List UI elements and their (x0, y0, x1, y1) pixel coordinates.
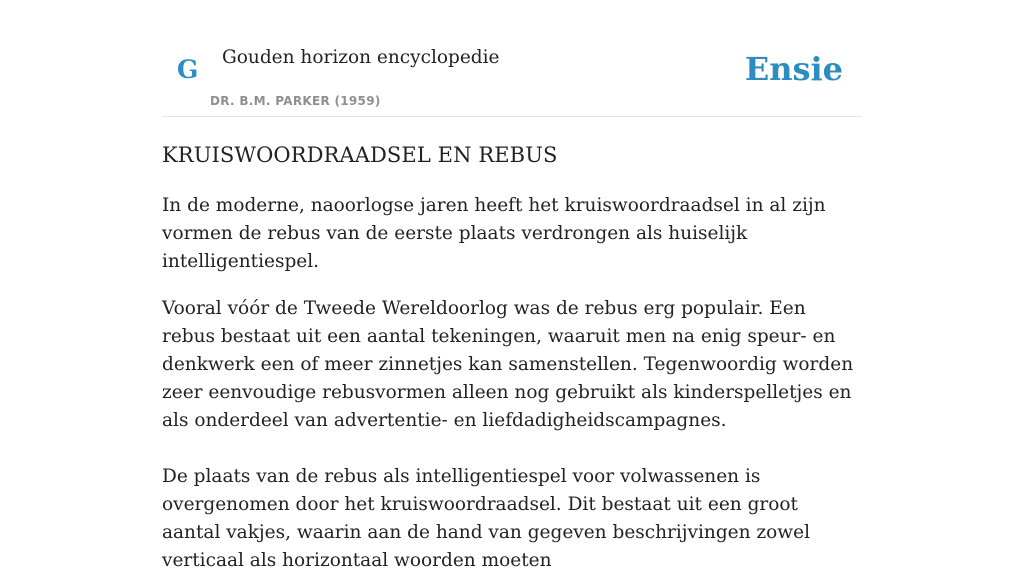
entry-content (162, 140, 862, 575)
book-author: DR. B.M. PARKER (1959) (210, 94, 381, 108)
entry-paragraph: De plaats van de rebus als intelligentiespel voor volwassenen is overgenomen door het kruiswoordraadsel. Dit bestaat uit een groot aantal vakjes, waarin aan de hand van gegeven beschrijvingen zowel verticaal als horizontaal woorden moeten (162, 466, 810, 571)
entry-paragraph: Vooral vóór de Tweede Wereldoorlog was de rebus erg populair. Een rebus bestaat uit een aantal tekeningen, waaruit men na enig speur- en denkwerk een of meer zinnetjes kan samenstellen. Tegenwoordig worden zeer eenvoudige rebusvormen alleen nog gebruikt als kinderspelletjes en als onderdeel van advertentie- en liefdadigheidscampagnes. (162, 298, 854, 431)
entry-paragraph: In de moderne, naoorlogse jaren heeft het kruiswoordraadsel in al zijn vormen de rebus van de eerste plaats verdrongen als huiselijk intelligentiespel. (162, 195, 826, 272)
book-title-link[interactable]: Gouden horizon encyclopedie (222, 47, 500, 68)
book-logo-icon[interactable]: G (177, 55, 199, 84)
book-header (162, 0, 862, 117)
ensie-logo[interactable]: Ensie (744, 50, 843, 88)
entry-title: KRUISWOORDRAADSEL EN REBUS (162, 143, 558, 167)
